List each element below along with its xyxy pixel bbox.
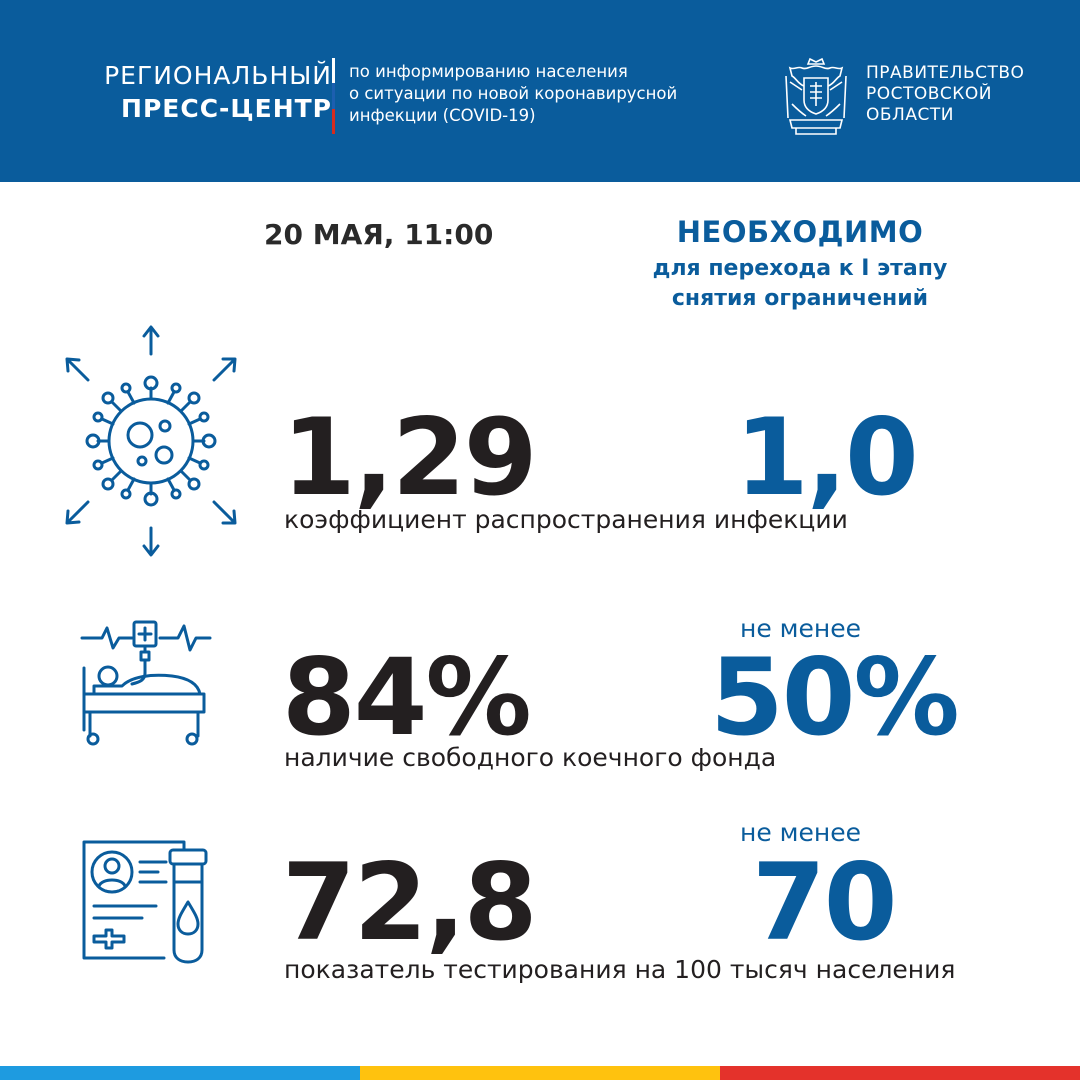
gov-line-3: ОБЛАСТИ xyxy=(866,105,954,125)
gov-line-2: РОСТОВСКОЙ xyxy=(866,84,992,104)
report-date: 20 МАЯ, 11:00 xyxy=(264,218,494,251)
stripe-red xyxy=(720,1066,1080,1080)
title-line-1: РЕГИОНАЛЬНЫЙ xyxy=(104,61,332,90)
requirement-line-1: НЕОБХОДИМО xyxy=(676,215,924,249)
hospital-bed-icon xyxy=(80,618,212,748)
metric-target-prefix-3: не менее xyxy=(740,818,862,847)
metric-target-1: 1,0 xyxy=(735,396,917,519)
requirement-line-2: для перехода к I этапу xyxy=(652,256,948,281)
header-banner xyxy=(0,0,1080,182)
government-name xyxy=(866,63,1024,126)
subtitle-line-1: по информированию населения xyxy=(349,62,628,81)
metric-label-2: наличие свободного коечного фонда xyxy=(284,743,777,772)
virus-spread-icon xyxy=(62,322,240,560)
coat-of-arms-icon xyxy=(780,56,852,138)
metric-value-1: 1,29 xyxy=(282,396,536,519)
subtitle-line-3: инфекции (COVID-19) xyxy=(349,106,536,125)
metric-target-prefix-2: не менее xyxy=(740,614,862,643)
title-line-2: ПРЕСС-ЦЕНТР xyxy=(121,94,332,123)
requirement-line-3: снятия ограничений xyxy=(671,286,929,311)
medical-test-icon xyxy=(80,838,214,966)
stripe-yellow xyxy=(360,1066,720,1080)
subtitle-line-2: о ситуации по новой коронавирусной xyxy=(349,84,678,103)
tricolor-divider xyxy=(332,58,335,134)
metric-value-2: 84% xyxy=(282,636,530,759)
metric-value-3: 72,8 xyxy=(282,841,536,964)
metric-target-3: 70 xyxy=(752,841,896,964)
bottom-color-stripe xyxy=(0,1066,1080,1080)
gov-line-1: ПРАВИТЕЛЬСТВО xyxy=(866,63,1025,83)
metric-label-3: показатель тестирования на 100 тысяч населения xyxy=(284,955,956,984)
stripe-blue xyxy=(0,1066,360,1080)
metric-target-2: 50% xyxy=(710,636,958,759)
press-center-subtitle xyxy=(349,61,677,127)
requirement-heading xyxy=(600,210,1000,314)
metric-label-1: коэффициент распространения инфекции xyxy=(284,505,848,534)
press-center-title xyxy=(104,60,332,126)
